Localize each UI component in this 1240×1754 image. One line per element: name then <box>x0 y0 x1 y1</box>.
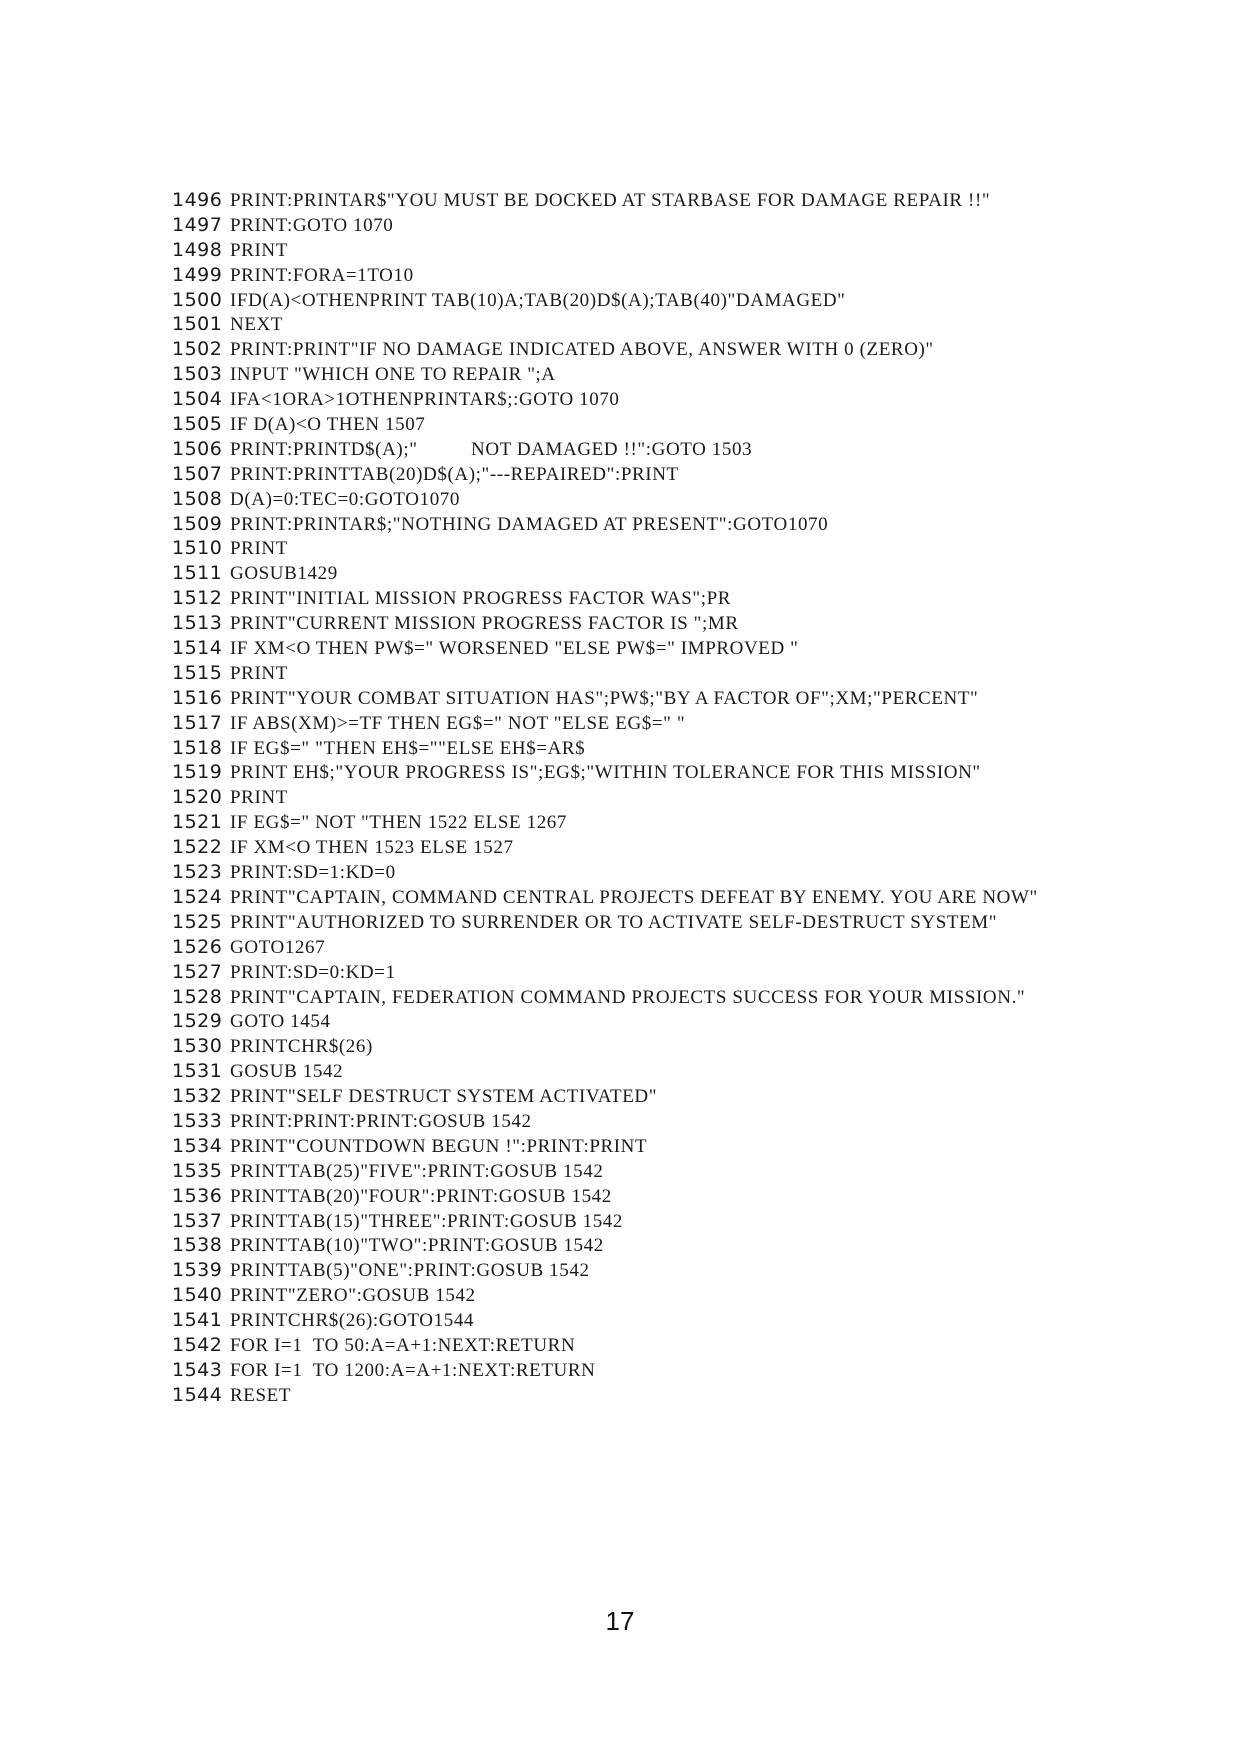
statement: PRINT:GOTO 1070 <box>230 214 394 236</box>
statement: PRINT"INITIAL MISSION PROGRESS FACTOR WAS";PR <box>230 588 732 610</box>
statement: PRINT"ZERO":GOSUB 1542 <box>230 1285 476 1307</box>
code-line <box>172 337 1038 362</box>
line-number: 1499 <box>172 263 223 286</box>
code-line <box>172 860 1038 885</box>
line-number: 1517 <box>172 711 223 734</box>
statement: PRINTTAB(20)"FOUR":PRINT:GOSUB 1542 <box>230 1185 612 1207</box>
line-number: 1522 <box>172 836 223 859</box>
statement: PRINT"SELF DESTRUCT SYSTEM ACTIVATED" <box>230 1086 658 1108</box>
line-number: 1497 <box>172 213 223 236</box>
line-number: 1539 <box>172 1259 223 1282</box>
code-line <box>172 1134 1038 1159</box>
line-number: 1542 <box>172 1333 223 1356</box>
code-line <box>172 512 1038 537</box>
statement: PRINTTAB(15)"THREE":PRINT:GOSUB 1542 <box>230 1210 624 1232</box>
code-line <box>172 1383 1038 1408</box>
line-number: 1535 <box>172 1159 223 1182</box>
line-number: 1544 <box>172 1383 223 1406</box>
line-number: 1500 <box>172 288 223 311</box>
code-line <box>172 985 1038 1010</box>
line-number: 1506 <box>172 437 223 460</box>
statement: PRINTTAB(10)"TWO":PRINT:GOSUB 1542 <box>230 1235 604 1257</box>
statement: IF ABS(XM)>=TF THEN EG$=" NOT "ELSE EG$=" " <box>230 712 686 734</box>
code-line <box>172 736 1038 761</box>
line-number: 1529 <box>172 1010 223 1033</box>
statement: PRINT:FORA=1TO10 <box>230 264 414 286</box>
line-number: 1530 <box>172 1035 223 1058</box>
line-number: 1523 <box>172 861 223 884</box>
code-line <box>172 1209 1038 1234</box>
code-line <box>172 1184 1038 1209</box>
statement: PRINT"CAPTAIN, COMMAND CENTRAL PROJECTS DEFEAT BY ENEMY. YOU ARE NOW" <box>230 886 1038 908</box>
code-line <box>172 1159 1038 1184</box>
line-number: 1520 <box>172 786 223 809</box>
statement: PRINT:SD=1:KD=0 <box>230 862 396 884</box>
code-line <box>172 362 1038 387</box>
line-number: 1525 <box>172 910 223 933</box>
statement: PRINT <box>230 538 288 560</box>
statement: PRINTCHR$(26):GOTO1544 <box>230 1310 475 1332</box>
statement: D(A)=0:TEC=0:GOTO1070 <box>230 488 460 510</box>
code-line <box>172 661 1038 686</box>
line-number: 1516 <box>172 686 223 709</box>
code-line <box>172 810 1038 835</box>
code-line <box>172 387 1038 412</box>
code-line <box>172 711 1038 736</box>
code-line <box>172 188 1038 213</box>
statement: FOR I=1 TO 50:A=A+1:NEXT:RETURN <box>230 1334 576 1356</box>
line-number: 1504 <box>172 388 223 411</box>
code-line <box>172 885 1038 910</box>
line-number: 1509 <box>172 512 223 535</box>
line-number: 1513 <box>172 612 223 635</box>
code-line <box>172 288 1038 313</box>
statement: PRINT <box>230 787 288 809</box>
statement: PRINT:PRINTTAB(20)D$(A);"---REPAIRED":PRINT <box>230 463 679 485</box>
line-number: 1512 <box>172 587 223 610</box>
statement: PRINT"AUTHORIZED TO SURRENDER OR TO ACTIVATE SELF-DESTRUCT SYSTEM" <box>230 911 998 933</box>
line-number: 1528 <box>172 985 223 1008</box>
statement: PRINT:PRINT"IF NO DAMAGE INDICATED ABOVE, ANSWER WITH 0 (ZERO)" <box>230 339 934 361</box>
code-line <box>172 1258 1038 1283</box>
code-line <box>172 1283 1038 1308</box>
code-line <box>172 960 1038 985</box>
statement: GOTO1267 <box>230 936 326 958</box>
line-number: 1541 <box>172 1309 223 1332</box>
line-number: 1507 <box>172 462 223 485</box>
line-number: 1534 <box>172 1134 223 1157</box>
code-line <box>172 1358 1038 1383</box>
code-line <box>172 1308 1038 1333</box>
code-line <box>172 835 1038 860</box>
line-number: 1538 <box>172 1234 223 1257</box>
code-line <box>172 636 1038 661</box>
statement: IF EG$=" "THEN EH$=""ELSE EH$=AR$ <box>230 737 586 759</box>
statement: PRINT EH$;"YOUR PROGRESS IS";EG$;"WITHIN TOLERANCE FOR THIS MISSION" <box>230 762 981 784</box>
statement: IF XM<O THEN 1523 ELSE 1527 <box>230 837 514 859</box>
statement: PRINT:PRINTAR$;"NOTHING DAMAGED AT PRESENT":GOTO1070 <box>230 513 829 535</box>
code-line <box>172 1059 1038 1084</box>
statement: PRINT:SD=0:KD=1 <box>230 961 396 983</box>
line-number: 1514 <box>172 637 223 660</box>
code-line <box>172 561 1038 586</box>
code-line <box>172 686 1038 711</box>
line-number: 1536 <box>172 1184 223 1207</box>
code-line <box>172 1009 1038 1034</box>
line-number: 1532 <box>172 1085 223 1108</box>
statement: PRINT <box>230 239 288 261</box>
line-number: 1496 <box>172 189 223 211</box>
code-line <box>172 263 1038 288</box>
page-number: 17 <box>605 1606 635 1636</box>
statement: PRINT"CURRENT MISSION PROGRESS FACTOR IS ";MR <box>230 613 739 635</box>
line-number: 1501 <box>172 313 223 336</box>
line-number: 1526 <box>172 935 223 958</box>
basic-program-listing <box>172 188 1038 1408</box>
line-number: 1503 <box>172 363 223 386</box>
code-line <box>172 1084 1038 1109</box>
code-line <box>172 1333 1038 1358</box>
code-line <box>172 1109 1038 1134</box>
statement: PRINT"COUNTDOWN BEGUN !":PRINT:PRINT <box>230 1135 648 1157</box>
statement: IFA<1ORA>1OTHENPRINTAR$;:GOTO 1070 <box>230 389 620 411</box>
code-line <box>172 536 1038 561</box>
line-number: 1533 <box>172 1109 223 1132</box>
code-line <box>172 785 1038 810</box>
statement: IF D(A)<O THEN 1507 <box>230 414 426 436</box>
code-line <box>172 238 1038 263</box>
statement: PRINT"YOUR COMBAT SITUATION HAS";PW$;"BY A FACTOR OF";XM;"PERCENT" <box>230 687 979 709</box>
code-line <box>172 935 1038 960</box>
statement: IF XM<O THEN PW$=" WORSENED "ELSE PW$=" IMPROVED " <box>230 638 799 660</box>
line-number: 1521 <box>172 811 223 834</box>
statement: PRINT <box>230 662 288 684</box>
code-line <box>172 312 1038 337</box>
code-line <box>172 586 1038 611</box>
line-number: 1524 <box>172 885 223 908</box>
line-number: 1518 <box>172 736 223 759</box>
statement: IFD(A)<OTHENPRINT TAB(10)A;TAB(20)D$(A);TAB(40)"DAMAGED" <box>230 289 846 311</box>
code-line <box>172 910 1038 935</box>
code-line <box>172 437 1038 462</box>
statement: PRINT"CAPTAIN, FEDERATION COMMAND PROJECTS SUCCESS FOR YOUR MISSION." <box>230 986 1026 1008</box>
line-number: 1540 <box>172 1284 223 1307</box>
statement: PRINT:PRINTD$(A);" NOT DAMAGED !!":GOTO 1503 <box>230 438 753 460</box>
line-number: 1502 <box>172 338 223 361</box>
line-number: 1505 <box>172 413 223 436</box>
line-number: 1527 <box>172 960 223 983</box>
code-line <box>172 487 1038 512</box>
statement: GOSUB1429 <box>230 563 338 585</box>
statement: PRINT:PRINTAR$"YOU MUST BE DOCKED AT STARBASE FOR DAMAGE REPAIR !!" <box>230 190 991 211</box>
line-number: 1515 <box>172 661 223 684</box>
statement: PRINTCHR$(26) <box>230 1036 373 1058</box>
line-number: 1519 <box>172 761 223 784</box>
statement: RESET <box>230 1384 292 1406</box>
statement: PRINT:PRINT:PRINT:GOSUB 1542 <box>230 1110 532 1132</box>
statement: NEXT <box>230 314 284 336</box>
code-line <box>172 611 1038 636</box>
statement: FOR I=1 TO 1200:A=A+1:NEXT:RETURN <box>230 1359 596 1381</box>
statement: GOSUB 1542 <box>230 1061 344 1083</box>
statement: IF EG$=" NOT "THEN 1522 ELSE 1267 <box>230 812 567 834</box>
code-line <box>172 1233 1038 1258</box>
line-number: 1510 <box>172 537 223 560</box>
line-number: 1537 <box>172 1209 223 1232</box>
statement: INPUT "WHICH ONE TO REPAIR ";A <box>230 364 556 386</box>
line-number: 1498 <box>172 238 223 261</box>
statement: GOTO 1454 <box>230 1011 331 1033</box>
line-number: 1508 <box>172 487 223 510</box>
statement: PRINTTAB(25)"FIVE":PRINT:GOSUB 1542 <box>230 1160 604 1182</box>
code-line <box>172 213 1038 238</box>
statement: PRINTTAB(5)"ONE":PRINT:GOSUB 1542 <box>230 1260 590 1282</box>
code-line <box>172 412 1038 437</box>
code-line <box>172 1034 1038 1059</box>
line-number: 1531 <box>172 1060 223 1083</box>
line-number: 1511 <box>172 562 223 585</box>
code-line <box>172 760 1038 785</box>
code-line <box>172 462 1038 487</box>
line-number: 1543 <box>172 1358 223 1381</box>
